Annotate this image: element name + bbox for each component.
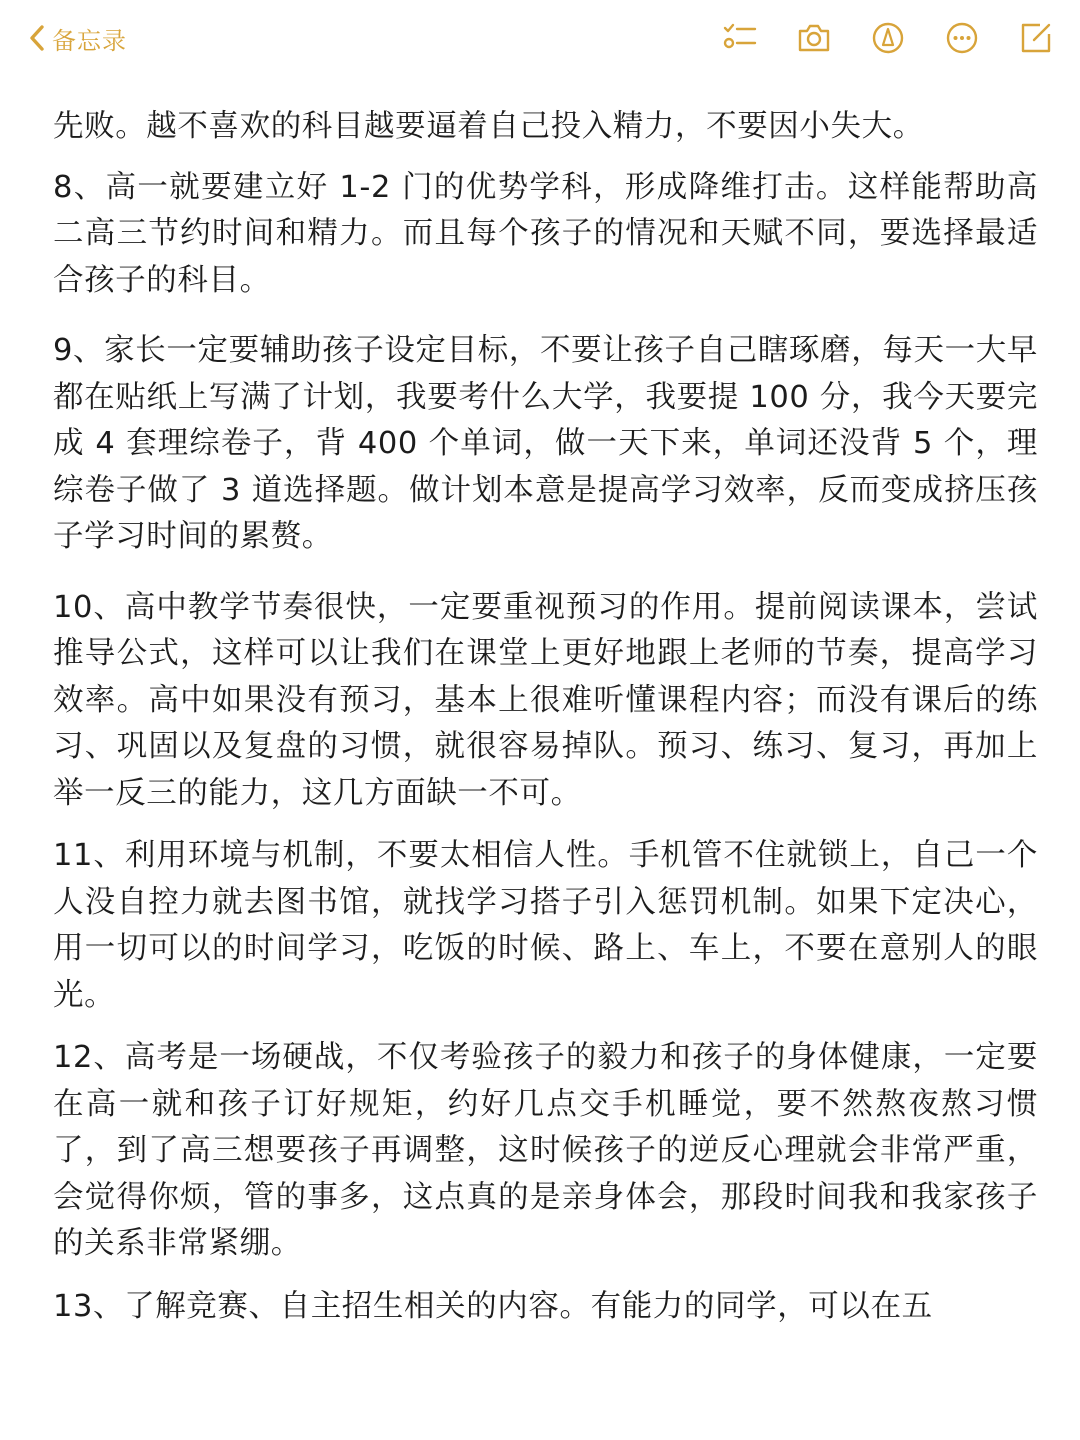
more-button[interactable] [942, 18, 982, 58]
back-button[interactable] [26, 20, 127, 56]
note-paragraph: 12、高考是一场硬战，不仅考验孩子的毅力和孩子的身体健康，一定要在高一就和孩子订好规矩，约好几点交手机睡觉，要不然熬夜熬习惯了，到了高三想要孩子再调整，这时候孩子的逆反心理就会非常严重，会觉得你烦，管的事多，这点真的是亲身体会，那段时间我和我家孩子的关系非常紧绷。 [53, 1040, 1038, 1261]
back-label: 备忘录 [52, 26, 127, 55]
note-paragraph: 10、高中教学节奏很快，一定要重视预习的作用。提前阅读课本，尝试推导公式，这样可以让我们在课堂上更好地跟上老师的节奏，提高学习效率。高中如果没有预习，基本上很难听懂课程内容；而没有课后的练习、巩固以及复盘的习惯，就很容易掉队。预习、练习、复习，再加上举一反三的能力，这几方面缺一不可。 [53, 589, 1038, 811]
checklist-icon [722, 20, 758, 56]
note-paragraph: 先败。越不喜欢的科目越要逼着自己投入精力，不要因小失大。 [53, 109, 924, 144]
toolbar [686, 18, 1056, 58]
note-body[interactable] [53, 104, 1038, 1346]
note-paragraph: 9、家长一定要辅助孩子设定目标，不要让孩子自己瞎琢磨，每天一大早都在贴纸上写满了计划，我要考什么大学，我要提 100 分，我今天要完成 4 套理综卷子，背 400 个单词，做一天下来，单词还没背 5 个，理综卷子做了 3 道选择题。做计划本意是提高学习效率，反而变成挤压孩子学习时间的累赘。 [53, 333, 1038, 554]
compose-button[interactable] [1016, 18, 1056, 58]
navigation-bar [0, 0, 1080, 80]
markup-button[interactable] [868, 18, 908, 58]
compose-icon [1018, 20, 1054, 56]
note-paragraph: 13、了解竞赛、自主招生相关的内容。有能力的同学，可以在五 [53, 1288, 933, 1324]
note-paragraph: 8、高一就要建立好 1-2 门的优势学科，形成降维打击。这样能帮助高二高三节约时间和精力。而且每个孩子的情况和天赋不同，要选择最适合孩子的科目。 [53, 169, 1038, 298]
chevron-left-icon [26, 23, 48, 53]
camera-button[interactable] [794, 18, 834, 58]
markup-pen-icon [870, 20, 906, 56]
camera-icon [796, 20, 832, 56]
more-icon [944, 20, 980, 56]
note-paragraph: 11、利用环境与机制，不要太相信人性。手机管不住就锁上，自己一个人没自控力就去图书馆，就找学习搭子引入惩罚机制。如果下定决心，用一切可以的时间学习，吃饭的时候、路上、车上，不要在意别人的眼光。 [53, 838, 1038, 1013]
checklist-button[interactable] [720, 18, 760, 58]
